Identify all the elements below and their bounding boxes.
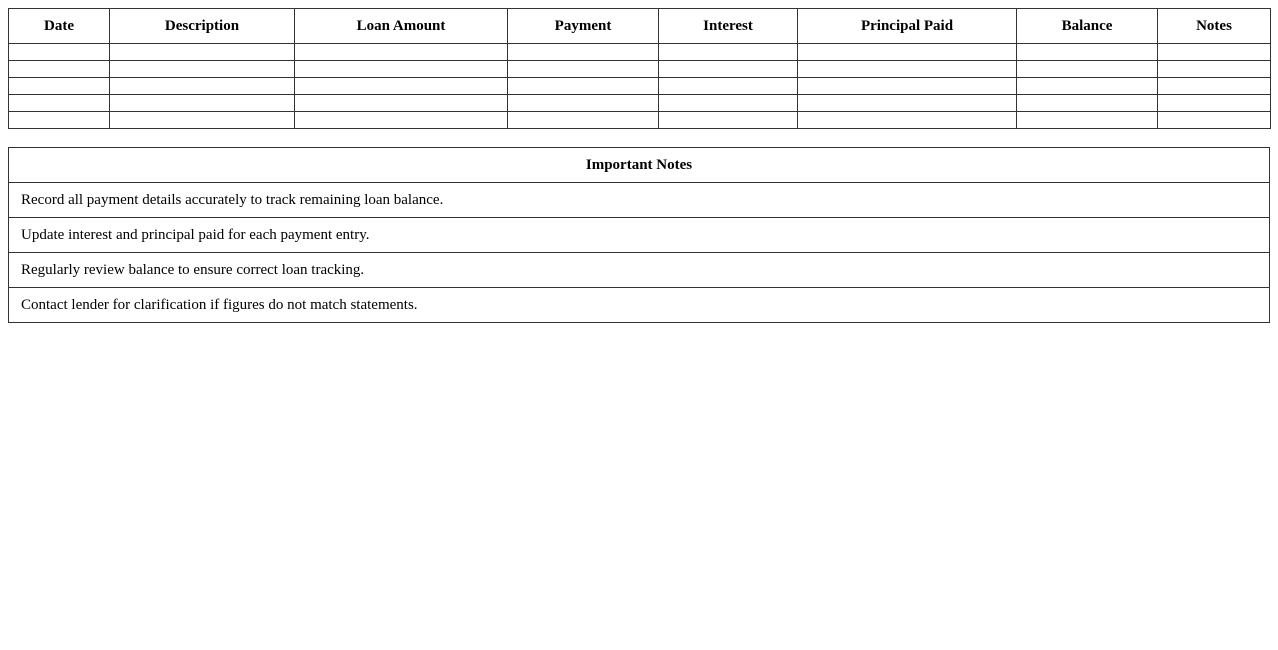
- table-cell[interactable]: [1158, 95, 1271, 112]
- important-notes-table: [8, 147, 1270, 323]
- table-row: [9, 44, 1271, 61]
- table-cell[interactable]: [659, 44, 798, 61]
- table-cell[interactable]: [659, 95, 798, 112]
- table-cell[interactable]: [9, 78, 110, 95]
- table-cell[interactable]: [9, 95, 110, 112]
- note-item: Regularly review balance to ensure correct loan tracking.: [9, 253, 1270, 288]
- table-cell[interactable]: [295, 78, 508, 95]
- table-cell[interactable]: [1017, 78, 1158, 95]
- table-cell[interactable]: [798, 44, 1017, 61]
- loan-payment-table: [8, 8, 1271, 129]
- table-cell[interactable]: [659, 78, 798, 95]
- table-cell[interactable]: [110, 44, 295, 61]
- table-cell[interactable]: [508, 95, 659, 112]
- table-cell[interactable]: [659, 61, 798, 78]
- table-cell[interactable]: [798, 78, 1017, 95]
- table-cell[interactable]: [1158, 78, 1271, 95]
- table-cell[interactable]: [110, 78, 295, 95]
- table-cell[interactable]: [110, 61, 295, 78]
- note-item: Update interest and principal paid for each payment entry.: [9, 218, 1270, 253]
- table-cell[interactable]: [508, 112, 659, 129]
- notes-row: [9, 183, 1270, 218]
- table-cell[interactable]: [110, 112, 295, 129]
- table-row: [9, 78, 1271, 95]
- table-cell[interactable]: [295, 112, 508, 129]
- table-cell[interactable]: [798, 61, 1017, 78]
- header-payment: Payment: [508, 9, 659, 44]
- table-cell[interactable]: [295, 44, 508, 61]
- header-interest: Interest: [659, 9, 798, 44]
- table-cell[interactable]: [1017, 112, 1158, 129]
- note-item: Contact lender for clarification if figures do not match statements.: [9, 288, 1270, 323]
- table-row: [9, 61, 1271, 78]
- note-item: Record all payment details accurately to track remaining loan balance.: [9, 183, 1270, 218]
- table-cell[interactable]: [1158, 112, 1271, 129]
- table-cell[interactable]: [9, 112, 110, 129]
- table-cell[interactable]: [1017, 44, 1158, 61]
- table-row: [9, 95, 1271, 112]
- notes-header-row: [9, 148, 1270, 183]
- table-cell[interactable]: [1158, 44, 1271, 61]
- notes-title: Important Notes: [9, 148, 1270, 183]
- header-loan-amount: Loan Amount: [295, 9, 508, 44]
- table-cell[interactable]: [110, 95, 295, 112]
- table-row: [9, 112, 1271, 129]
- notes-row: [9, 288, 1270, 323]
- table-cell[interactable]: [9, 44, 110, 61]
- table-cell[interactable]: [295, 95, 508, 112]
- header-balance: Balance: [1017, 9, 1158, 44]
- header-notes: Notes: [1158, 9, 1271, 44]
- table-cell[interactable]: [295, 61, 508, 78]
- header-date: Date: [9, 9, 110, 44]
- notes-row: [9, 218, 1270, 253]
- table-cell[interactable]: [798, 95, 1017, 112]
- table-cell[interactable]: [508, 44, 659, 61]
- table-cell[interactable]: [1158, 61, 1271, 78]
- table-header-row: [9, 9, 1271, 44]
- notes-row: [9, 253, 1270, 288]
- table-cell[interactable]: [9, 61, 110, 78]
- header-principal-paid: Principal Paid: [798, 9, 1017, 44]
- table-cell[interactable]: [798, 112, 1017, 129]
- table-cell[interactable]: [508, 61, 659, 78]
- table-cell[interactable]: [1017, 61, 1158, 78]
- header-description: Description: [110, 9, 295, 44]
- table-cell[interactable]: [659, 112, 798, 129]
- table-cell[interactable]: [508, 78, 659, 95]
- table-cell[interactable]: [1017, 95, 1158, 112]
